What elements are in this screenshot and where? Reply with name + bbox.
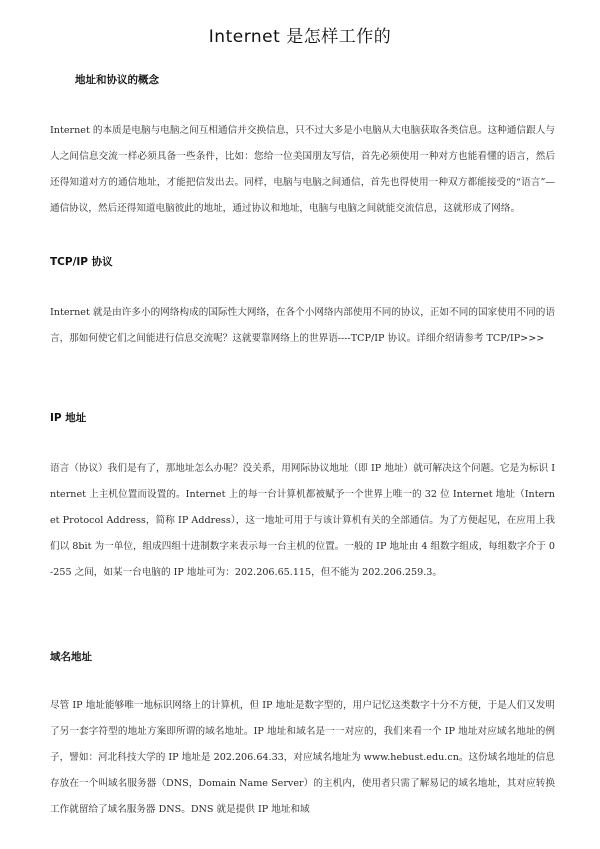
page-title: Internet 是怎样工作的 [208,27,392,47]
section-heading-tcpip: TCP/IP 协议 [50,256,113,268]
section-heading-domain-name: 域名地址 [50,651,92,663]
section-heading-ip-address: IP 地址 [50,412,87,424]
section-heading-address-protocol: 地址和协议的概念 [75,74,159,86]
section-body-tcpip: Internet 就是由许多小的网络构成的国际性大网络，在各个小网络内部使用不同的协议，正如不同的国家使用不同的语言，那如何使它们之间能进行信息交流呢？这就要靠网络上的世界语----TCP/IP 协议。详细介绍请参考 TCP/IP>>> [50,307,555,344]
section-body-ip-address: 语言（协议）我们是有了，那地址怎么办呢？没关系，用网际协议地址（即 IP 地址）就可解决这个问题。它是为标识 Internet 上主机位置而设置的。Internet 上的每一台计算机都被赋予一个世界上唯一的 32 位 Internet 地址（Internet Protocol Address，简称 IP Address），这一地址可用于与该计算机有关的全部通信。为了方便起见，在应用上我们以 8bit 为一单位，组成四组十进制数字来表示每一台主机的位置。一般的 IP 地址由 4 组数字组成，每组数字介于 0-255 之间，如某一台电脑的 IP 地址可为：202.206.65.115，但不能为 202.206.259.3。 [50,463,555,578]
section-body-domain-name: 尽管 IP 地址能够唯一地标识网络上的计算机，但 IP 地址是数字型的，用户记忆这类数字十分不方便，于是人们又发明了另一套字符型的地址方案即所谓的域名地址。IP 地址和域名是一一对应的，我们来看一个 IP 地址对应域名地址的例子，譬如：河北科技大学的 IP 地址是 202.206.64.33，对应域名地址为 www.hebust.edu.cn。这份域名地址的信息存放在一个叫域名服务器（DNS，Domain Name Server）的主机内，使用者只需了解易记的域名地址，其对应转换工作就留给了域名服务器 DNS。DNS 就是提供 IP 地址和域 [50,700,555,815]
section-body-address-protocol: Internet 的本质是电脑与电脑之间互相通信并交换信息，只不过大多是小电脑从大电脑获取各类信息。这种通信跟人与人之间信息交流一样必须具备一些条件，比如：您给一位美国朋友写信，首先必须使用一种对方也能看懂的语言，然后还得知道对方的通信地址，才能把信发出去。同样，电脑与电脑之间通信，首先也得使用一种双方都能接受的“语言”—通信协议，然后还得知道电脑彼此的地址，通过协议和地址，电脑与电脑之间就能交流信息，这就形成了网络。 [50,125,555,214]
